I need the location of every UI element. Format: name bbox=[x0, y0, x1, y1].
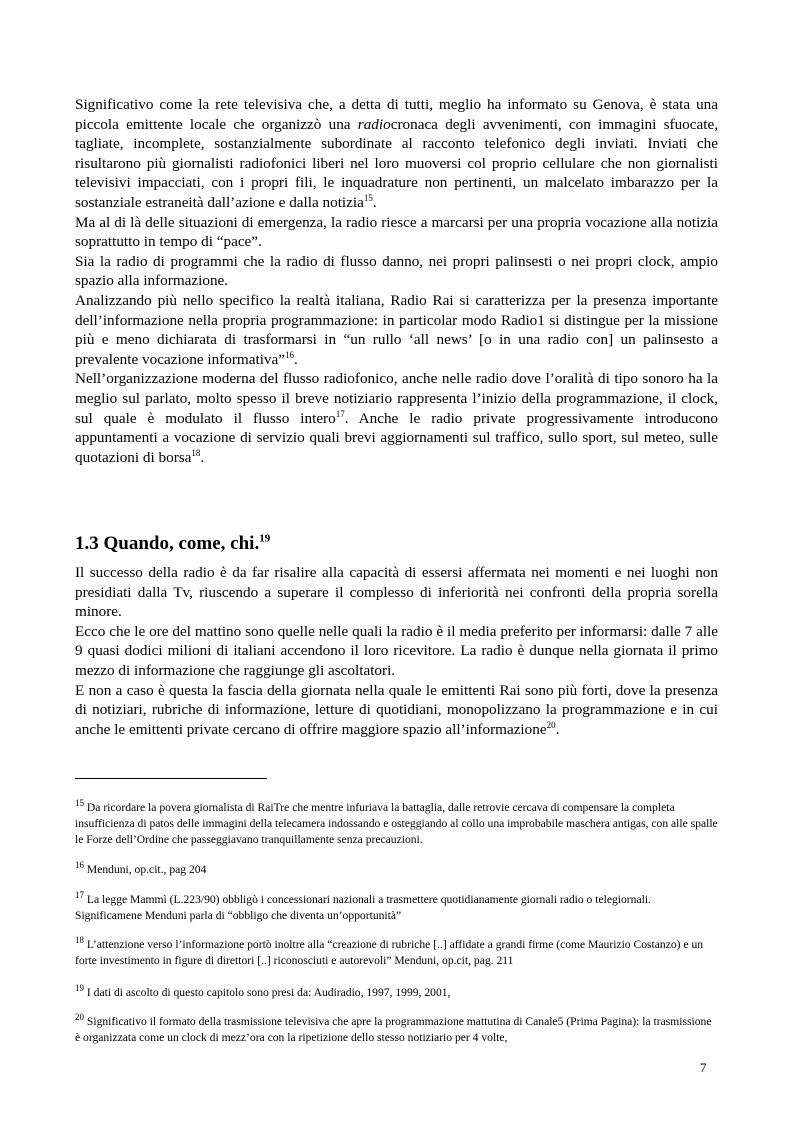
paragraph-3: Sia la radio di programmi che la radio di flusso danno, nei propri palinsesti o nei propri clock, ampio spazio alla informazione. bbox=[75, 252, 718, 290]
page-number: 7 bbox=[700, 1060, 707, 1075]
section-heading-text: 1.3 Quando, come, chi. bbox=[75, 533, 260, 554]
footnote-text: I dati di ascolto di questo capitolo sono presi da: Audiradio, 1997, 1999, 2001, bbox=[84, 986, 451, 999]
footnote-number: 19 bbox=[75, 983, 84, 994]
footnote-number: 16 bbox=[75, 860, 84, 871]
footnote-18 bbox=[75, 937, 718, 969]
footnote-text: La legge Mammì (L.223/90) obbligò i concessionari nazionali a trasmettere quotidianamente giornali radio o telegiornali. Significamene Menduni parla di “obbligo che diventa un’opportunità” bbox=[75, 893, 651, 923]
footnote-text: Da ricordare la povera giornalista di RaiTre che mentre infuriava la battaglia, dalle retrovie cercava di compensare la completa insufficienza di patos delle immagini della telecamera indossando e osteggiando al collo una improbabile maschera antigas, con alle spalle le Forze dell’Ordine che passeggiavano tranquillamente senza precauzioni. bbox=[75, 801, 718, 847]
footnote-separator bbox=[75, 778, 267, 779]
footnote-20 bbox=[75, 1014, 718, 1046]
footnote-ref-19: 19 bbox=[259, 532, 271, 545]
footnote-17 bbox=[75, 892, 718, 924]
body-text bbox=[75, 95, 718, 467]
paragraph-1-text-b: cronaca degli avvenimenti, con immagini sfuocate, tagliate, incomplete, sostanzialmente subordinate al racconto telefonico degli inviati. Inviati che risultarono più giornalisti radiofonici liberi nel loro muoversi col proprio cellulare che non giornalisti televisivi impacciati, con i propri fili, le inquadrature non pertinenti, un malcelato imbarazzo per la sostanziale estraneità dall’azione e dalla notizia bbox=[75, 115, 719, 211]
paragraph-5-text-a: Nell’organizzazione moderna del flusso radiofonico, anche nelle radio dove l’oralità di tipo sonoro ha la meglio sul parlato, molto spesso il breve notiziario rappresenta l’inizio della programmazione, il clock, sul quale è modulato il flusso intero bbox=[75, 370, 718, 427]
footnote-19 bbox=[75, 985, 718, 1001]
footnote-text: Menduni, op.cit., pag 204 bbox=[84, 863, 207, 876]
paragraph-5-text-b: . Anche le radio private progressivamente introducono appuntamenti a vocazione di servizio quali brevi aggiornamenti sul traffico, sullo sport, sul meteo, sulle quotazioni di borsa bbox=[75, 409, 718, 466]
paragraph-8 bbox=[75, 681, 718, 740]
paragraph-1-end: . bbox=[372, 193, 377, 211]
paragraph-8-text: E non a caso è questa la fascia della giornata nella quale le emittenti Rai sono più forti, dove la presenza di notiziari, rubriche di informazione, letture di quotidiani, monopolizzano la programmazione e in cui anche le emittenti private cercano di offrire maggiore spazio all’informazione bbox=[75, 681, 718, 738]
paragraph-1-italic: radio bbox=[357, 115, 391, 133]
paragraph-1-text-a: Significativo come la rete televisiva che, a detta di tutti, meglio ha informato su Genova, è stata una piccola emittente locale che organizzò una bbox=[75, 96, 718, 133]
paragraph-4 bbox=[75, 291, 718, 369]
paragraph-4-end: . bbox=[294, 350, 298, 368]
paragraph-5-end: . bbox=[200, 448, 205, 466]
footnote-ref-17: 17 bbox=[335, 408, 345, 419]
footnote-number: 15 bbox=[75, 798, 84, 809]
paragraph-8-end: . bbox=[555, 720, 560, 738]
footnote-16 bbox=[75, 862, 718, 878]
footnote-ref-18: 18 bbox=[191, 447, 201, 458]
footnote-number: 18 bbox=[75, 935, 84, 946]
footnote-15 bbox=[75, 800, 718, 849]
footnote-number: 17 bbox=[75, 890, 84, 901]
footnote-ref-15: 15 bbox=[363, 192, 373, 203]
paragraph-7: Ecco che le ore del mattino sono quelle nelle quali la radio è il media preferito per informarsi: dalle 7 alle 9 quasi dodici milioni di italiani accendono il loro ricevitore. La radio è dunque nella giornata il primo mezzo di informazione che raggiunge gli ascoltatori. bbox=[75, 622, 718, 679]
footnote-ref-20: 20 bbox=[546, 719, 556, 730]
section-heading bbox=[75, 533, 270, 555]
footnote-text: Significativo il formato della trasmissione televisiva che apre la programmazione mattutina di Canale5 (Prima Pagina): la trasmissione è organizzata come un clock di mezz’ora con la ripetizione dello stesso notiziario per 4 volte, bbox=[75, 1015, 712, 1045]
paragraph-1 bbox=[75, 95, 718, 213]
paragraph-2: Ma al di là delle situazioni di emergenza, la radio riesce a marcarsi per una propria vocazione alla notizia soprattutto in tempo di “pace”. bbox=[75, 213, 718, 251]
paragraph-4-text: Analizzando più nello specifico la realtà italiana, Radio Rai si caratterizza per la presenza importante dell’informazione nella propria programmazione: in particolar modo Radio1 si distingue per la missione più e meno dichiarata di trasformarsi in “un rullo ‘all news’ [o in una radio con] un palinsesto a prevalente vocazione informativa” bbox=[75, 291, 718, 368]
footnote-text: L’attenzione verso l’informazione portò inoltre alla “creazione di rubriche [..] affidate a grandi firme (come Maurizio Costanzo) e un forte investimento in figure di direttori [..] riconosciuti e autorevoli” Menduni, op.cit, pag. 211 bbox=[75, 938, 704, 968]
footnote-number: 20 bbox=[75, 1012, 84, 1023]
paragraph-6: Il successo della radio è da far risalire alla capacità di essersi affermata nei momenti e nei luoghi non presidiati dalla Tv, riuscendo a superare il complesso di inferiorità nei confronti della propria sorella minore. bbox=[75, 564, 718, 621]
footnote-ref-16: 16 bbox=[285, 349, 294, 360]
paragraph-5 bbox=[75, 369, 718, 467]
section-body bbox=[75, 563, 718, 739]
